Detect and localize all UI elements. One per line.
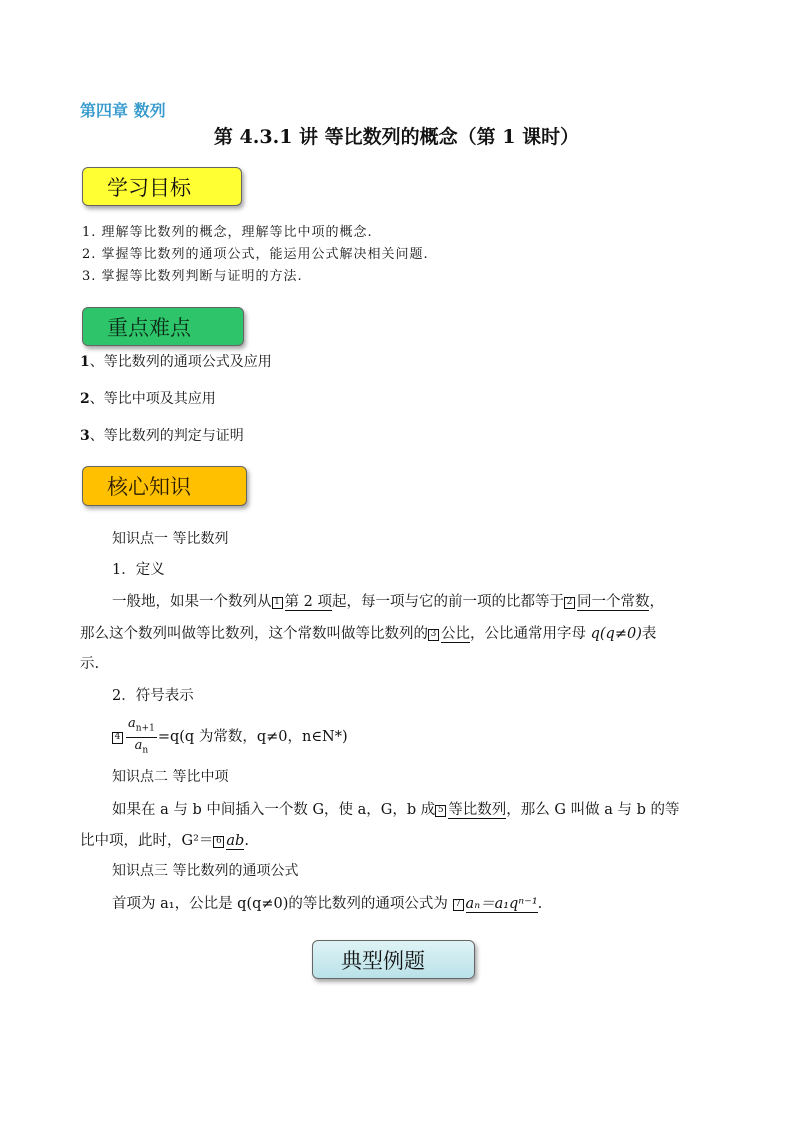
section-banner-key-points: 重点难点 bbox=[82, 307, 244, 346]
fill-blank-answer: ab bbox=[226, 833, 245, 849]
key-point-text: 、等比数列的判定与证明 bbox=[89, 428, 244, 444]
key-point-item bbox=[80, 388, 216, 408]
general-term-line bbox=[112, 892, 542, 913]
knowledge-point-2-title: 知识点二 等比中项 bbox=[112, 769, 229, 785]
definition-line-2 bbox=[80, 622, 656, 643]
fill-blank-answer: aₙ＝a₁qⁿ⁻¹ bbox=[465, 896, 538, 912]
definition-title: 1．定义 bbox=[112, 562, 165, 578]
fraction-numerator bbox=[126, 716, 157, 738]
blank-number-box: 2 bbox=[564, 597, 575, 609]
text: 一般地，如果一个数列从 bbox=[112, 594, 272, 610]
text: ，那么 G 叫做 a 与 b 的等 bbox=[506, 802, 680, 818]
blank-number-box: 3 bbox=[428, 629, 439, 641]
blank-number-box: 4 bbox=[112, 732, 123, 744]
fraction-denominator bbox=[126, 738, 157, 759]
key-point-number: 2 bbox=[80, 391, 90, 407]
fill-blank-answer: 第 2 项 bbox=[284, 594, 332, 610]
key-point-text: 、等比中项及其应用 bbox=[89, 391, 216, 407]
fill-blank-answer: 等比数列 bbox=[448, 802, 507, 818]
goal-item: 3. 掌握等比数列判断与证明的方法. bbox=[82, 269, 303, 284]
blank-number-box: 6 bbox=[213, 836, 224, 848]
goal-item: 2. 掌握等比数列的通项公式，能运用公式解决相关问题. bbox=[82, 247, 429, 262]
definition-line-3: 示. bbox=[80, 656, 100, 672]
text: . bbox=[244, 833, 249, 849]
middle-term-line-1 bbox=[112, 798, 679, 819]
math-var: a bbox=[128, 716, 136, 731]
fraction bbox=[126, 716, 157, 758]
blank-number-box: 5 bbox=[435, 805, 446, 817]
math-expression: q(q≠0) bbox=[590, 626, 642, 642]
fill-blank-answer: 同一个常数 bbox=[576, 594, 650, 610]
text: ，公比通常用字母 bbox=[470, 626, 591, 642]
text: ， bbox=[649, 594, 664, 610]
section-banner-examples: 典型例题 bbox=[312, 940, 475, 979]
chapter-heading: 第四章 数列 bbox=[80, 101, 166, 120]
subscript: n+1 bbox=[135, 723, 155, 734]
key-point-number: 1 bbox=[80, 354, 90, 370]
middle-term-line-2 bbox=[80, 829, 249, 850]
subscript: n bbox=[142, 745, 149, 756]
key-point-item bbox=[80, 351, 272, 371]
math-var: a bbox=[134, 737, 143, 753]
blank-number-box: 7 bbox=[453, 899, 464, 911]
blank-number-box: 1 bbox=[272, 597, 283, 609]
formula-text: =q(q 为常数，q≠0，n∈N*) bbox=[157, 729, 348, 746]
text: 比中项，此时，G²＝ bbox=[80, 833, 214, 849]
text: 表 bbox=[641, 626, 657, 642]
section-banner-core-knowledge: 核心知识 bbox=[82, 466, 247, 506]
key-point-number: 3 bbox=[80, 428, 90, 444]
text: 首项为 a₁，公比是 q(q≠0)的等比数列的通项公式为 bbox=[112, 896, 453, 912]
key-point-text: 、等比数列的通项公式及应用 bbox=[89, 354, 272, 370]
section-banner-goals: 学习目标 bbox=[82, 167, 242, 206]
knowledge-point-3-title: 知识点三 等比数列的通项公式 bbox=[112, 863, 299, 879]
symbol-formula bbox=[112, 716, 348, 758]
knowledge-point-1-title: 知识点一 等比数列 bbox=[112, 531, 229, 547]
key-point-item bbox=[80, 425, 244, 445]
text: 那么这个数列叫做等比数列，这个常数叫做等比数列的 bbox=[80, 626, 428, 642]
goal-item: 1. 理解等比数列的概念，理解等比中项的概念. bbox=[82, 225, 373, 240]
text: . bbox=[537, 896, 543, 912]
symbol-title: 2．符号表示 bbox=[112, 688, 194, 704]
definition-line-1 bbox=[112, 590, 664, 611]
text: 如果在 a 与 b 中间插入一个数 G，使 a，G，b 成 bbox=[112, 802, 436, 818]
fill-blank-answer: 公比 bbox=[441, 626, 470, 642]
lesson-title: 第 4.3.1 讲 等比数列的概念（第 1 课时） bbox=[213, 126, 580, 148]
text: 起，每一项与它的前一项的比都等于 bbox=[331, 594, 564, 610]
